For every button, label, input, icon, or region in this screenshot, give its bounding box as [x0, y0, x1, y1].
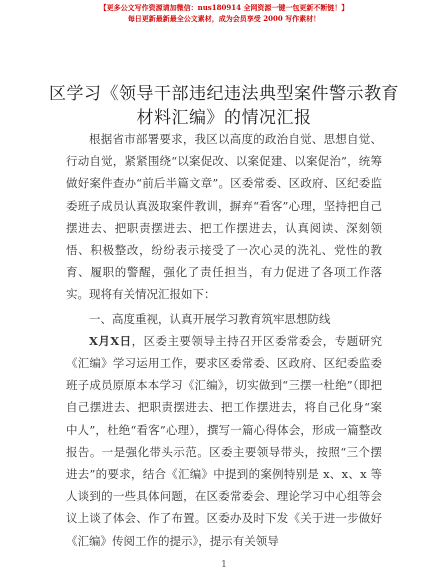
- paragraph-meeting-text: ，区委主要领导主持召开区委常委会，专题研究《汇编》学习运用工作，要求区委常委、区政府、区纪委监委班子成员原原本本学习《汇编》，切实做到“三摆一杜绝”（即把自己摆进去、把职责摆进去、把工作摆进去，将自己化身“案中人”，杜绝“看客”心理），撰写一篇心得体会，形成一篇整改报告。一是强化带头示范。区委主要领导带头，按照“三个摆进去”的要求，结合《汇编》中提到的案例特别是 x、x、x 等人谈到的一些具体问题，在区委常委会、理论学习中心组等会议上谈了体会、作了布置。区委办及时下发《关于进一步做好《汇编》传阅工作的提示》，提示有关领导: [66, 333, 382, 548]
- paragraph-meeting: [66, 330, 382, 552]
- banner-line-1: 【更多公文写作资源请加微信：nus180914 全网资源一键一包更新不断链！】: [99, 3, 349, 12]
- header-banner: [0, 2, 448, 24]
- document-title: [40, 82, 408, 130]
- date-lead: X月X日: [89, 333, 132, 348]
- title-line-1: 区学习《领导干部违纪违法典型案件警示教育: [49, 84, 399, 104]
- section-heading-1: 一、高度重视，认真开展学习教育筑牢思想防线: [89, 311, 331, 326]
- document-body: [66, 128, 382, 552]
- title-line-2: 材料汇编》的情况汇报: [136, 108, 312, 128]
- paragraph-intro: 根据省市部署要求，我区以高度的政治自觉、思想自觉、行动自觉，紧紧围绕“以案促改、以案促建、以案促治”，统筹做好案件查办“前后半篇文章”。区委常委、区政府、区纪委监委班子成员认真汲取案件教训，摒弃“看客”心理，坚持把自己摆进去、把职责摆进去、把工作摆进去，认真阅读、深刻领悟、积极整改，纷纷表示接受了一次心灵的洗礼、党性的教育、履职的警醒，强化了责任担当，有力促进了各项工作落实。现将有关情况汇报如下：: [66, 132, 382, 302]
- banner-line-2: 每日更新最新最全公文素材，成为会员享受 2000 写作素材！: [127, 14, 321, 23]
- page-number: 1: [221, 560, 227, 570]
